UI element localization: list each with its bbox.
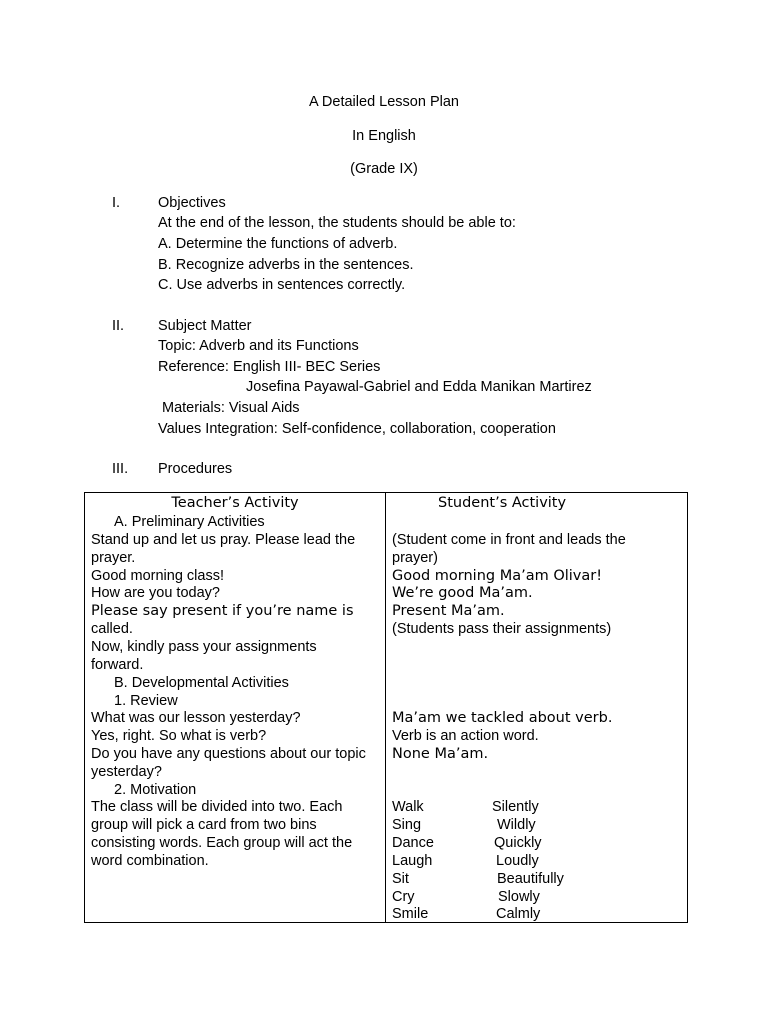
student-line: (Students pass their assignments) (392, 621, 612, 637)
teacher-line: 2. Motivation (114, 782, 197, 798)
teacher-line: Please say present if you’re name is (91, 603, 354, 619)
objectives-intro: At the end of the lesson, the students should be able to: (158, 215, 516, 231)
activity-table (84, 492, 688, 923)
teacher-activity-column (85, 493, 386, 923)
verb-word: Laugh (392, 853, 433, 869)
student-line: We’re good Ma’am. (392, 585, 533, 601)
student-line: Verb is an action word. (392, 728, 539, 744)
teacher-line: consisting words. Each group will act the (91, 835, 353, 851)
verb-word: Sit (392, 871, 409, 887)
procedures-numeral: III. (112, 461, 129, 477)
materials-line: Materials: Visual Aids (162, 400, 300, 416)
student-line: Good morning Ma’am Olivar! (392, 568, 603, 584)
teacher-line: The class will be divided into two. Each (91, 799, 343, 815)
student-line: None Ma’am. (392, 746, 489, 762)
teacher-activity-header: Teacher’s Activity (171, 495, 299, 511)
objective-item: B. Recognize adverbs in the sentences. (158, 257, 414, 273)
teacher-line: B. Developmental Activities (114, 675, 289, 691)
teacher-line: Yes, right. So what is verb? (91, 728, 267, 744)
objectives-heading: Objectives (158, 195, 226, 211)
values-integration-line: Values Integration: Self-confidence, collaboration, cooperation (158, 421, 556, 437)
teacher-line: prayer. (91, 550, 136, 566)
verb-word: Cry (392, 889, 415, 905)
teacher-line: A. Preliminary Activities (114, 514, 265, 530)
verb-word: Walk (392, 799, 424, 815)
teacher-line: Good morning class! (91, 568, 224, 584)
objective-item: A. Determine the functions of adverb. (158, 236, 398, 252)
verb-word: Sing (392, 817, 422, 833)
lesson-plan-subject: In English (352, 128, 416, 144)
subject-matter-heading: Subject Matter (158, 318, 252, 334)
student-line: prayer) (392, 550, 438, 566)
topic-line: Topic: Adverb and its Functions (158, 338, 359, 354)
adverb-word: Silently (492, 799, 539, 815)
student-line: (Student come in front and leads the (392, 532, 626, 548)
verb-word: Smile (392, 906, 429, 922)
adverb-word: Slowly (498, 889, 540, 905)
adverb-word: Loudly (496, 853, 539, 869)
teacher-line: group will pick a card from two bins (91, 817, 317, 833)
reference-line: Reference: English III- BEC Series (158, 359, 381, 375)
teacher-line: yesterday? (91, 764, 162, 780)
objective-item: C. Use adverbs in sentences correctly. (158, 277, 406, 293)
reference-authors: Josefina Payawal-Gabriel and Edda Manikan Martirez (246, 379, 592, 395)
teacher-line: 1. Review (114, 693, 178, 709)
teacher-line: called. (91, 621, 133, 637)
adverb-word: Beautifully (497, 871, 564, 887)
teacher-line: Now, kindly pass your assignments (91, 639, 317, 655)
student-line: Present Ma’am. (392, 603, 505, 619)
procedures-heading: Procedures (158, 461, 233, 477)
adverb-word: Wildly (497, 817, 536, 833)
teacher-line: Do you have any questions about our topic (91, 746, 366, 762)
subject-matter-numeral: II. (112, 318, 125, 334)
student-activity-column (386, 493, 688, 923)
adverb-word: Quickly (494, 835, 542, 851)
verb-word: Dance (392, 835, 434, 851)
objectives-numeral: I. (112, 195, 121, 211)
teacher-line: What was our lesson yesterday? (91, 710, 301, 726)
lesson-plan-grade: (Grade IX) (350, 161, 418, 177)
teacher-line: How are you today? (91, 585, 220, 601)
student-line: Ma’am we tackled about verb. (392, 710, 613, 726)
lesson-plan-title: A Detailed Lesson Plan (309, 94, 459, 110)
teacher-line: word combination. (91, 853, 209, 869)
student-activity-header: Student’s Activity (438, 495, 567, 511)
teacher-line: forward. (91, 657, 144, 673)
teacher-line: Stand up and let us pray. Please lead the (91, 532, 356, 548)
adverb-word: Calmly (496, 906, 541, 922)
